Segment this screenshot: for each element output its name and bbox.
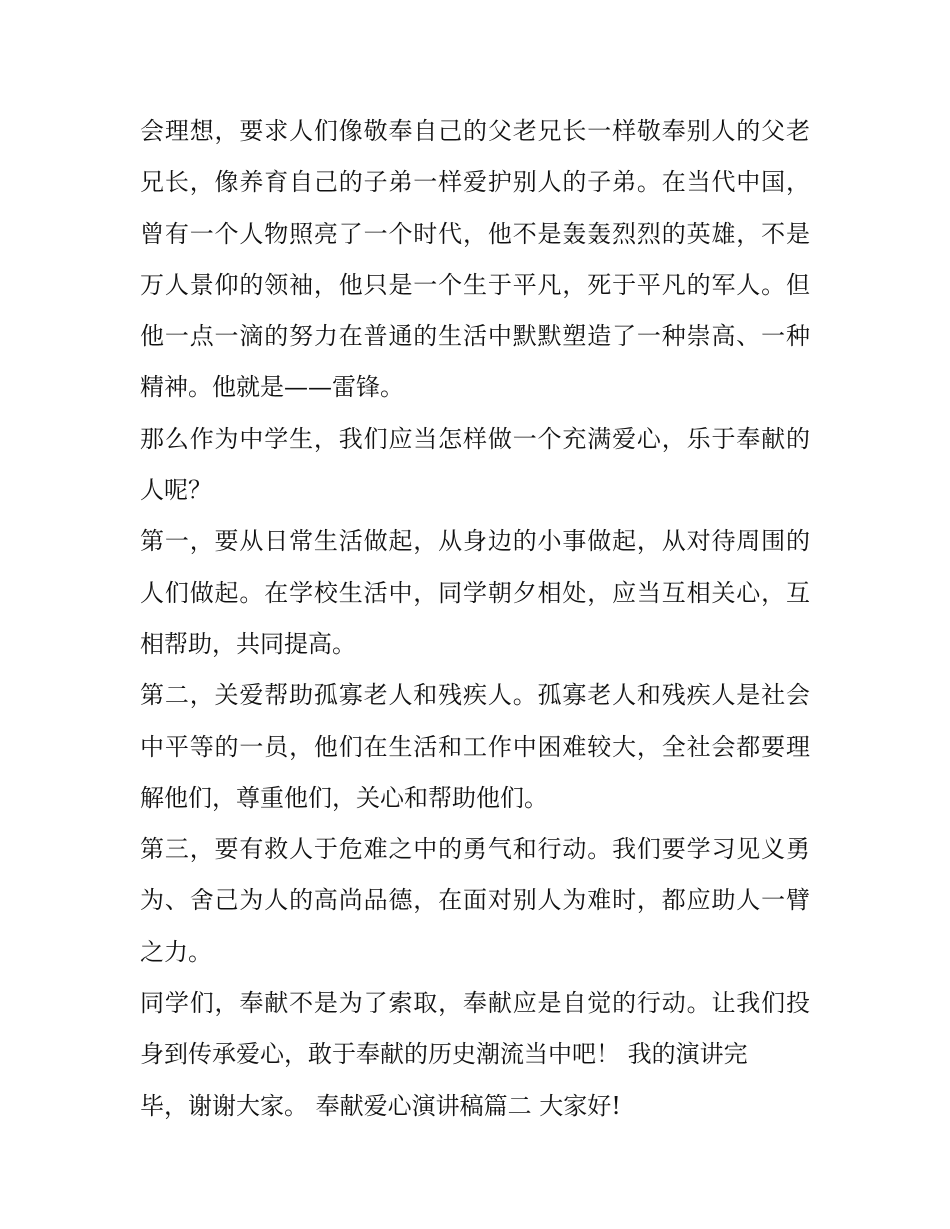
text-line-16: 为、舍己为人的高尚品德，在面对别人为难时，都应助人一臂 (140, 886, 810, 915)
text-line-17: 之力。 (140, 937, 212, 966)
text-line-6: 精神。他就是——雷锋。 (140, 373, 404, 402)
text-line-11: 相帮助，共同提高。 (140, 629, 356, 658)
text-line-14: 解他们，尊重他们，关心和帮助他们。 (140, 783, 548, 812)
text-line-19: 身到传承爱心，敢于奉献的历史潮流当中吧！ 我的演讲完 (140, 1040, 748, 1069)
text-line-3: 曾有一个人物照亮了一个时代，他不是轰轰烈烈的英雄，不是 (140, 219, 810, 248)
text-line-13: 中平等的一员，他们在生活和工作中困难较大，全社会都要理 (140, 732, 810, 761)
text-line-9: 第一，要从日常生活做起，从身边的小事做起，从对待周围的 (140, 527, 810, 556)
text-line-20: 毕，谢谢大家。 奉献爱心演讲稿篇二 大家好! (140, 1091, 621, 1120)
text-line-18: 同学们，奉献不是为了索取，奉献应是自觉的行动。让我们投 (140, 989, 810, 1018)
text-line-1: 会理想，要求人们像敬奉自己的父老兄长一样敬奉别人的父老 (140, 117, 810, 145)
text-line-12: 第二，关爱帮助孤寡老人和残疾人。孤寡老人和残疾人是社会 (140, 681, 810, 710)
text-line-7: 那么作为中学生，我们应当怎样做一个充满爱心，乐于奉献的 (140, 424, 810, 453)
text-line-15: 第三，要有救人于危难之中的勇气和行动。我们要学习见义勇 (140, 835, 810, 864)
text-line-8: 人呢？ (140, 476, 212, 505)
text-line-4: 万人景仰的领袖，他只是一个生于平凡，死于平凡的军人。但 (140, 270, 810, 299)
text-line-5: 他一点一滴的努力在普通的生活中默默塑造了一种崇高、一种 (140, 322, 810, 351)
text-line-10: 人们做起。在学校生活中，同学朝夕相处，应当互相关心，互 (140, 578, 810, 607)
text-line-2: 兄长，像养育自己的子弟一样爱护别人的子弟。在当代中国， (140, 168, 810, 197)
body-text (140, 106, 830, 1132)
